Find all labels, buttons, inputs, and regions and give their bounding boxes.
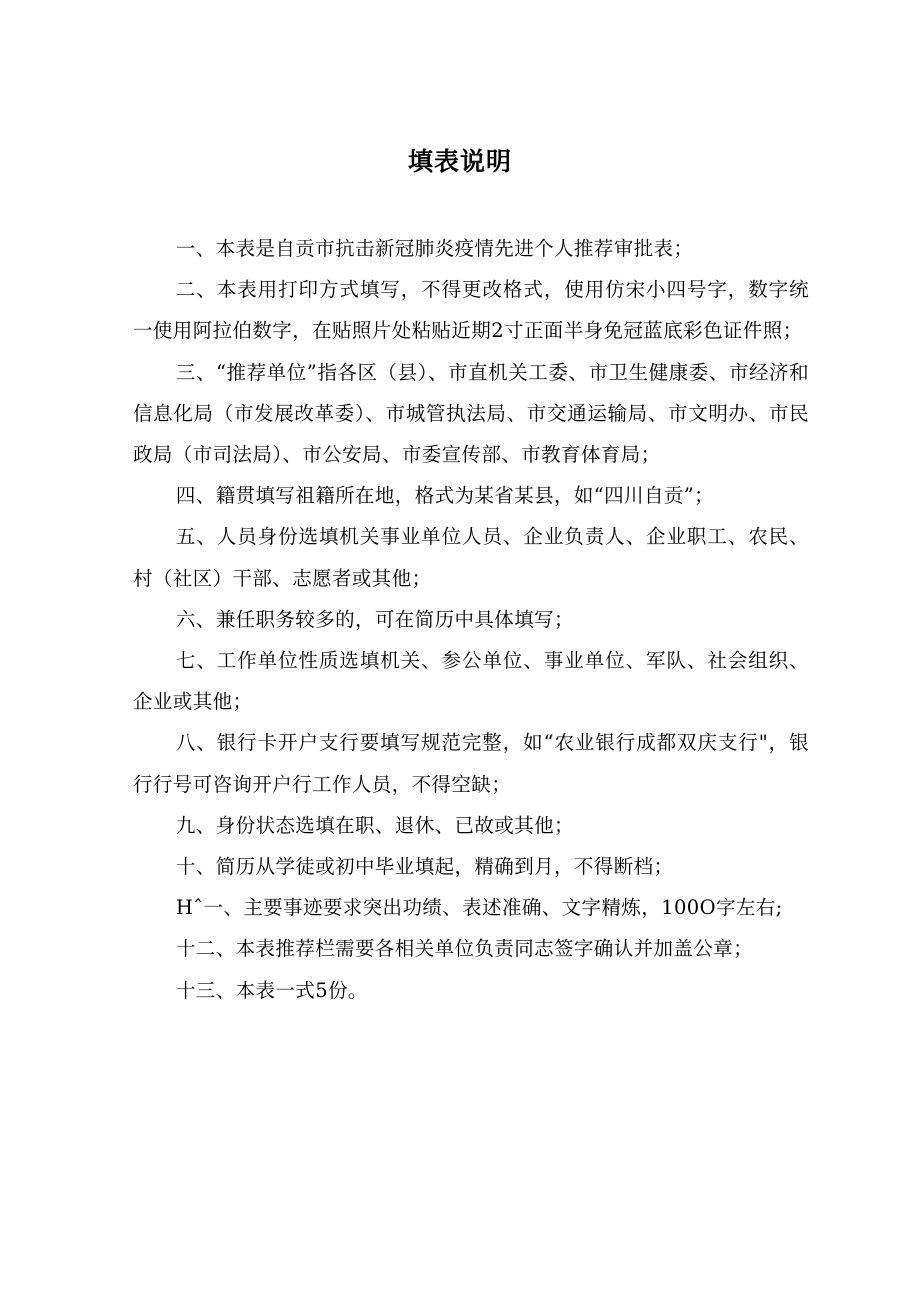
instruction-item-4: 四、籍贯填写祖籍所在地，格式为某省某县，如“四川自贡”； [175,484,715,508]
instruction-item-6: 六、兼任职务较多的，可在简历中具体填写； [175,607,574,631]
instruction-item-1: 一、本表是自贡市抗击新冠肺炎疫情先进个人推荐审批表； [175,237,694,260]
instruction-item-11: Hˆ一、主要事迹要求突出功绩、表述准确、文字精炼，100O字左右; [175,896,783,920]
instruction-item-12: 十二、本表推荐栏需要各相关单位负责同志签字确认并加盖公章； [175,937,753,961]
instruction-item-8: 八、银行卡开户支行要填写规范完整，如“农业银行成都双庆支行"，银行行号可咨询开户行工作人员，不得空缺； [133,731,809,796]
instruction-item-9: 九、身份状态选填在职、退休、已故或其他； [175,813,574,837]
instruction-item-5: 五、人员身份选填机关事业单位人员、企业负责人、企业职工、农民、村（社区）干部、志愿者或其他； [133,525,809,590]
instruction-item-7: 七、工作单位性质选填机关、参公单位、事业单位、军队、社会组织、企业或其他； [133,649,809,714]
instruction-item-2: 二、本表用打印方式填写，不得更改格式，使用仿宋小四号字，数字统一使用阿拉伯数字，在贴照片处粘贴近期2寸正面半身免冠蓝底彩色证件照； [133,278,809,343]
instruction-item-13: 十三、本表一式5份。 [175,978,368,1002]
page-title: 填表说明 [407,147,512,176]
instruction-item-10: 十、简历从学徒或初中毕业填起，精确到月，不得断档； [175,855,674,879]
instructions-body [133,228,809,1011]
instruction-item-3: 三、“推荐单位”指各区（县）、市直机关工委、市卫生健康委、市经济和信息化局（市发展改革委）、市城管执法局、市交通运输局、市文明办、市民政局（市司法局）、市公安局、市委宣传部、市教育体育局； [133,360,809,467]
